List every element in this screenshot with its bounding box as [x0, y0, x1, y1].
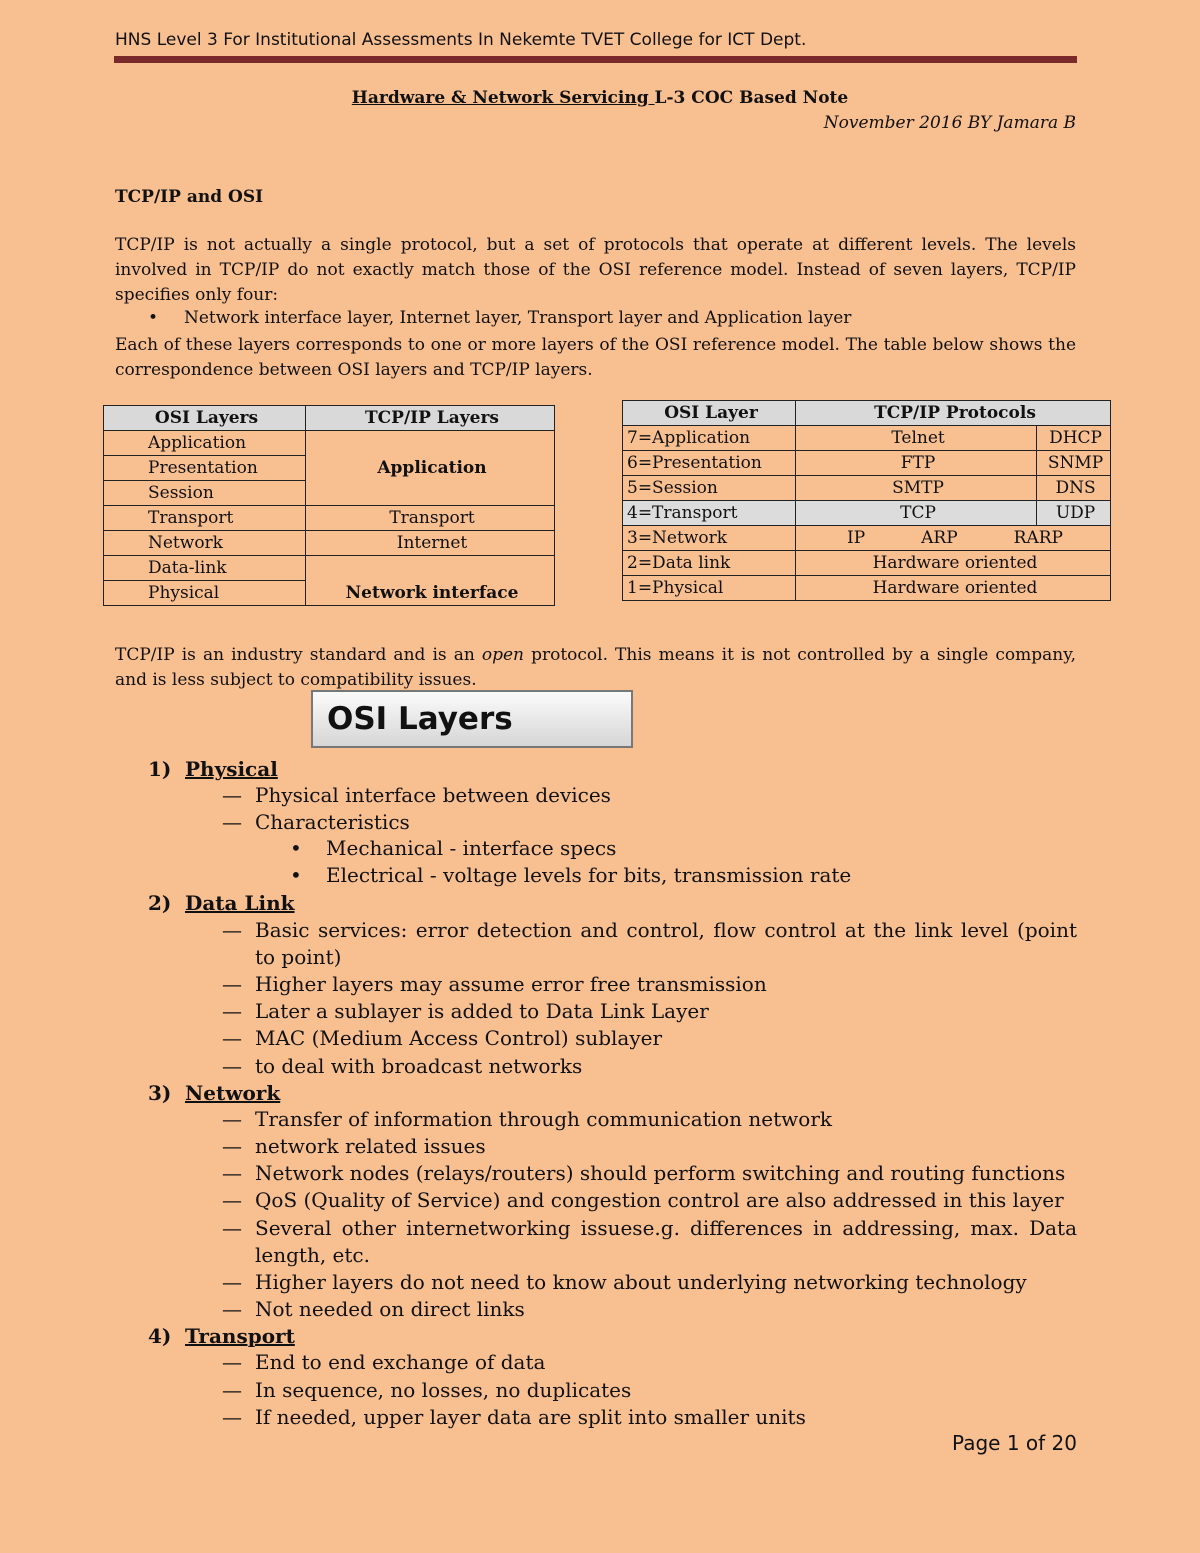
table-cell: Network interface: [306, 556, 555, 606]
page-number: Page 1 of 20: [952, 1431, 1077, 1455]
table-header: TCP/IP Protocols: [796, 401, 1111, 426]
list-item: [222, 1404, 1077, 1431]
list-item: [222, 1377, 1077, 1404]
bullet-text: Network interface layer, Internet layer, Transport layer and Application layer: [184, 308, 852, 328]
table-cell: Network: [104, 531, 306, 556]
layer-name: Data Link: [185, 891, 295, 915]
list-item: [222, 1349, 1077, 1376]
table-cell: DHCP: [1037, 426, 1111, 451]
dash-icon: —: [222, 1405, 242, 1429]
dash-icon: —: [222, 1297, 242, 1321]
table-cell: 6=Presentation: [623, 451, 796, 476]
item-text: Higher layers do not need to know about underlying networking technology: [255, 1270, 1027, 1294]
item-text: to deal with broadcast networks: [255, 1054, 583, 1078]
table-cell: 4=Transport: [623, 501, 796, 526]
item-text: network related issues: [255, 1134, 486, 1158]
list-item: [222, 1215, 1077, 1269]
intro-paragraph: TCP/IP is not actually a single protocol, but a set of protocols that operate at different levels. The levels involved in TCP/IP do not exactly match those of the OSI reference model. Instead of seven layers, TCP/IP specifies only four:: [115, 235, 1076, 305]
table-cell: FTP: [796, 451, 1037, 476]
title-rest: L-3 COC Based Note: [654, 88, 849, 108]
layer-number: 2): [148, 891, 172, 915]
item-text: Not needed on direct links: [255, 1297, 525, 1321]
item-text: Physical interface between devices: [255, 783, 611, 807]
table-cell: Transport: [104, 506, 306, 531]
table-cell: Transport: [306, 506, 555, 531]
item-text: Characteristics: [255, 810, 410, 834]
table-cell: Application: [306, 431, 555, 506]
osi-layers-banner: OSI Layers: [311, 690, 633, 748]
title-main: Hardware & Network Servicing: [351, 88, 655, 108]
item-text: Transfer of information through communication network: [255, 1107, 833, 1131]
table-cell: SMTP: [796, 476, 1037, 501]
layer-heading: [148, 1324, 295, 1348]
correspondence-paragraph: Each of these layers corresponds to one or more layers of the OSI reference model. The table below shows the correspondence between OSI layers and TCP/IP layers.: [115, 335, 1076, 380]
dash-icon: —: [222, 1026, 242, 1050]
document-title: [0, 88, 1200, 108]
bullet-icon: •: [290, 836, 302, 860]
header-rule: [114, 56, 1077, 63]
section-title: TCP/IP and OSI: [115, 187, 264, 207]
list-item: [222, 809, 1077, 836]
dash-icon: —: [222, 972, 242, 996]
dash-icon: —: [222, 1270, 242, 1294]
list-item: [222, 998, 1077, 1025]
table-cell: Session: [104, 481, 306, 506]
table-header: TCP/IP Layers: [306, 406, 555, 431]
table-cell: Internet: [306, 531, 555, 556]
osi-protocols-table: [622, 400, 1111, 601]
dash-icon: —: [222, 1188, 242, 1212]
item-text: Network nodes (relays/routers) should perform switching and routing functions: [255, 1161, 1066, 1185]
layer-name: Physical: [185, 757, 278, 781]
bullet-icon: •: [148, 308, 159, 328]
text-run: TCP/IP is an industry standard and is an: [115, 645, 482, 665]
list-item: [222, 1187, 1077, 1214]
table-cell: 2=Data link: [623, 551, 796, 576]
layer-name: Network: [185, 1081, 281, 1105]
protocol-rarp: RARP: [1013, 528, 1063, 548]
table-cell: Data-link: [104, 556, 306, 581]
table-cell: 5=Session: [623, 476, 796, 501]
intro-bullet: [148, 308, 851, 328]
table-cell: Hardware oriented: [796, 576, 1111, 601]
item-text: Several other internetworking issuese.g. differences in addressing, max. Data length, etc.: [255, 1216, 1077, 1267]
open-protocol-paragraph: [115, 643, 1076, 693]
layer-number: 3): [148, 1081, 172, 1105]
item-text: End to end exchange of data: [255, 1350, 546, 1374]
table-header: OSI Layers: [104, 406, 306, 431]
osi-tcpip-layers-table: [103, 405, 555, 606]
text-run-italic: open: [481, 645, 524, 665]
dash-icon: —: [222, 1161, 242, 1185]
document-date: November 2016 BY Jamara B: [823, 113, 1076, 133]
dash-icon: —: [222, 1054, 242, 1078]
table-cell: Hardware oriented: [796, 551, 1111, 576]
list-item: [222, 1269, 1077, 1296]
table-cell: 3=Network: [623, 526, 796, 551]
table-cell: DNS: [1037, 476, 1111, 501]
layer-number: 4): [148, 1324, 172, 1348]
sub-list-item: [290, 863, 851, 887]
item-text: Mechanical - interface specs: [326, 836, 617, 860]
page-header: HNS Level 3 For Institutional Assessments In Nekemte TVET College for ICT Dept.: [115, 30, 807, 50]
item-text: QoS (Quality of Service) and congestion control are also addressed in this layer: [255, 1188, 1064, 1212]
layer-heading: [148, 757, 278, 781]
text-run: protocol. This means it is not controlled by a single company, and is less subject to compatibility issues.: [115, 645, 1076, 690]
list-item: [222, 1053, 1077, 1080]
list-item: [222, 1296, 1077, 1323]
dash-icon: —: [222, 1378, 242, 1402]
item-text: If needed, upper layer data are split into smaller units: [255, 1405, 806, 1429]
table-cell: 7=Application: [623, 426, 796, 451]
sub-list-item: [290, 836, 616, 860]
dash-icon: —: [222, 999, 242, 1023]
table-cell: [796, 526, 1111, 551]
dash-icon: —: [222, 918, 242, 942]
list-item: [222, 917, 1077, 971]
dash-icon: —: [222, 1216, 242, 1240]
layer-number: 1): [148, 757, 172, 781]
item-text: MAC (Medium Access Control) sublayer: [255, 1026, 663, 1050]
item-text: Higher layers may assume error free transmission: [255, 972, 767, 996]
list-item: [222, 1133, 1077, 1160]
protocol-ip: IP: [847, 528, 866, 548]
table-cell: Presentation: [104, 456, 306, 481]
item-text: Later a sublayer is added to Data Link Layer: [255, 999, 709, 1023]
table-cell: Telnet: [796, 426, 1037, 451]
table-cell: 1=Physical: [623, 576, 796, 601]
table-cell: TCP: [796, 501, 1037, 526]
table-cell: Application: [104, 431, 306, 456]
list-item: [222, 971, 1077, 998]
table-header: OSI Layer: [623, 401, 796, 426]
layer-heading: [148, 1081, 280, 1105]
table-cell: Physical: [104, 581, 306, 606]
dash-icon: —: [222, 1107, 242, 1131]
item-text: Basic services: error detection and control, flow control at the link level (point to point): [255, 918, 1077, 969]
bullet-icon: •: [290, 863, 302, 887]
protocol-arp: ARP: [921, 528, 958, 548]
dash-icon: —: [222, 783, 242, 807]
dash-icon: —: [222, 1350, 242, 1374]
table-cell: UDP: [1037, 501, 1111, 526]
item-text: Electrical - voltage levels for bits, transmission rate: [326, 863, 852, 887]
list-item: [222, 1160, 1077, 1187]
list-item: [222, 1106, 1077, 1133]
layer-name: Transport: [185, 1324, 295, 1348]
list-item: [222, 1025, 1077, 1052]
layer-heading: [148, 891, 295, 915]
dash-icon: —: [222, 1134, 242, 1158]
dash-icon: —: [222, 810, 242, 834]
item-text: In sequence, no losses, no duplicates: [255, 1378, 632, 1402]
list-item: [222, 782, 1077, 809]
table-cell: SNMP: [1037, 451, 1111, 476]
